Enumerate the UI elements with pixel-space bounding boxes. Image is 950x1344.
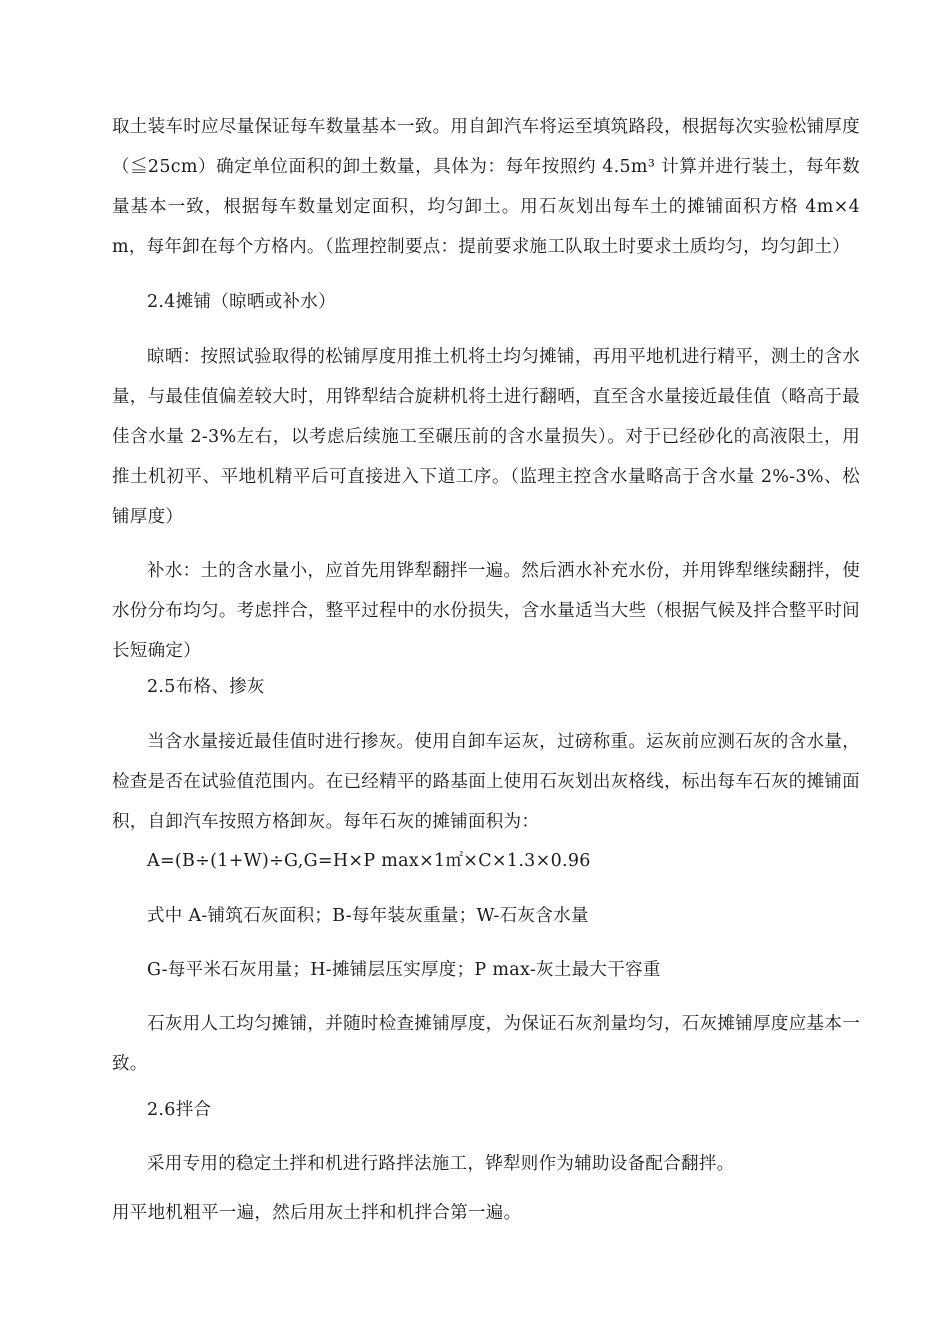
paragraph-mixing-method: 采用专用的稳定土拌和机进行路拌法施工，铧犁则作为辅助设备配合翻拌。 bbox=[147, 1154, 735, 1174]
heading-2-6-mixing: 2.6拌合 bbox=[147, 1100, 212, 1120]
paragraph-drying: 晾晒：按照试验取得的松铺厚度用推土机将土均匀摊铺，再用平地机进行精平，测土的含水量，与最佳值偏差较大时，用铧犁结合旋耕机将土进行翻晒，直至含水量接近最佳值（略高于最佳含水量 2-3%左右，以考虑后续施工至碾压前的含水量损失）。对于已经砂化的高液限土，用推土机初平、平地机精平后可直接进入下道工序。（监理主控含水量略高于含水量 2%-3%、松铺厚度） bbox=[112, 347, 860, 527]
formula-definitions-2: G-每平米石灰用量；H-摊铺层压实厚度；P max-灰土最大干容重 bbox=[147, 960, 661, 980]
paragraph-lime-spreading: 石灰用人工均匀摊铺，并随时检查摊铺厚度，为保证石灰剂量均匀，石灰摊铺厚度应基本一致。 bbox=[112, 1014, 860, 1074]
paragraph-first-pass: 用平地机粗平一遍，然后用灰土拌和机拌合第一遍。 bbox=[112, 1203, 522, 1223]
heading-2-5-grid-lime: 2.5布格、掺灰 bbox=[147, 677, 265, 697]
paragraph-soil-loading: 取土装车时应尽量保证每车数量基本一致。用自卸汽车将运至填筑路段，根据每次实验松铺厚度（≦25cm）确定单位面积的卸土数量，具体为：每年按照约 4.5m³ 计算并进行装土，每年数量基本一致，根据每车数量划定面积，均匀卸土。用石灰划出每车土的摊铺面积方格 4m×4m，每年卸在每个方格内。（监理控制要点：提前要求施工队取土时要求土质均匀，均匀卸土） bbox=[112, 117, 860, 257]
paragraph-lime-mixing: 当含水量接近最佳值时进行掺灰。使用自卸车运灰，过磅称重。运灰前应测石灰的含水量，检查是否在试验值范围内。在已经精平的路基面上使用石灰划出灰格线，标出每车石灰的摊铺面积，自卸汽车按照方格卸灰。每年石灰的摊铺面积为： bbox=[112, 732, 860, 832]
formula-definitions-1: 式中 A-铺筑石灰面积；B-每年装灰重量；W-石灰含水量 bbox=[147, 906, 589, 926]
paragraph-watering: 补水：土的含水量小，应首先用铧犁翻拌一遍。然后洒水补充水份，并用铧犁继续翻拌，使水份分布均匀。考虑拌合，整平过程中的水份损失，含水量适当大些（根据气候及拌合整平时间长短确定） bbox=[112, 561, 860, 661]
formula-line: A=(B÷(1+W)÷G,G=H×P max×1㎡×C×1.3×0.96 bbox=[147, 851, 591, 871]
heading-2-4-spreading: 2.4摊铺（晾晒或补水） bbox=[147, 292, 336, 312]
